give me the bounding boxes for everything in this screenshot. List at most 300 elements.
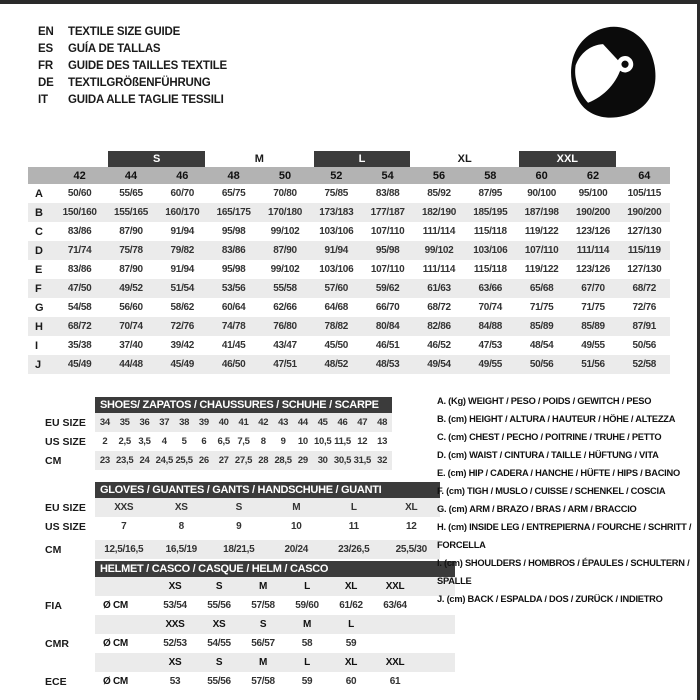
table-cell: 187/198 bbox=[524, 207, 559, 218]
row-label: G bbox=[35, 301, 44, 314]
table-cell: 12,5/16,5 bbox=[104, 544, 144, 555]
table-cell: 23 bbox=[99, 455, 110, 466]
row-values bbox=[95, 413, 392, 432]
table-cell: 55/65 bbox=[119, 188, 143, 199]
table-cell: 49/54 bbox=[427, 359, 451, 370]
table-cell: 50/60 bbox=[67, 188, 92, 199]
table-cell: 12 bbox=[357, 436, 368, 447]
table-cell: 78/82 bbox=[324, 321, 349, 332]
table-cell: 46/52 bbox=[427, 340, 451, 351]
table-cell: 7 bbox=[121, 521, 127, 532]
table-row bbox=[28, 451, 392, 470]
table-cell: 99/102 bbox=[424, 245, 454, 256]
table-cell: 99/102 bbox=[270, 264, 300, 275]
values-row bbox=[28, 672, 455, 691]
table-cell: 27 bbox=[218, 455, 229, 466]
table-cell: 76/80 bbox=[273, 321, 297, 332]
row-values bbox=[95, 672, 455, 691]
table-cell: 54/55 bbox=[207, 638, 231, 649]
size-group-s: S bbox=[108, 151, 205, 167]
table-cell: 80/84 bbox=[375, 321, 400, 332]
table-cell: 119/122 bbox=[524, 226, 559, 237]
column-header: 64 bbox=[638, 169, 651, 182]
column-header: 60 bbox=[535, 169, 548, 182]
sizes-row bbox=[28, 577, 455, 596]
table-cell: 25,5/30 bbox=[395, 544, 427, 555]
table-cell: 57/58 bbox=[251, 676, 275, 687]
row-label: US SIZE bbox=[45, 520, 86, 533]
table-cell: L bbox=[350, 502, 357, 513]
row-values bbox=[95, 634, 455, 653]
table-cell: 8 bbox=[260, 436, 266, 447]
table-cell: 50/56 bbox=[529, 359, 554, 370]
table-cell: 68/72 bbox=[67, 321, 92, 332]
row-values bbox=[95, 577, 455, 596]
table-cell: 82/86 bbox=[427, 321, 451, 332]
table-row bbox=[28, 317, 670, 336]
table-cell: 85/92 bbox=[427, 188, 451, 199]
values-row bbox=[28, 596, 455, 615]
size-group-m: M bbox=[254, 152, 264, 165]
table-cell: 11 bbox=[348, 521, 359, 532]
table-cell: 45/49 bbox=[170, 359, 195, 370]
column-header: 50 bbox=[278, 169, 292, 182]
table-cell: 75/85 bbox=[324, 188, 349, 199]
table-cell: 9 bbox=[280, 436, 286, 447]
row-label: J bbox=[35, 358, 42, 371]
table-cell: 70/74 bbox=[119, 321, 143, 332]
table-cell: 26 bbox=[198, 455, 209, 466]
size-label: XL bbox=[344, 581, 358, 592]
table-cell: 43 bbox=[278, 417, 289, 428]
table-cell: 190/200 bbox=[575, 207, 611, 218]
table-cell: 2,5 bbox=[118, 436, 131, 447]
table-cell: 31,5 bbox=[353, 455, 371, 466]
table-cell: 85/89 bbox=[581, 321, 605, 332]
table-cell: 32 bbox=[377, 455, 388, 466]
size-label: XS bbox=[168, 581, 182, 592]
row-label: CM bbox=[45, 454, 62, 467]
row-label: H bbox=[35, 320, 43, 333]
table-cell: 39/42 bbox=[170, 340, 195, 351]
table-cell: 111/114 bbox=[576, 245, 610, 256]
table-cell: 85/89 bbox=[529, 321, 554, 332]
table-cell: 23/26,5 bbox=[338, 544, 370, 555]
table-cell: 65/68 bbox=[529, 283, 554, 294]
table-cell: 23,5 bbox=[116, 455, 134, 466]
column-header: 44 bbox=[124, 169, 138, 182]
table-cell: 41 bbox=[238, 417, 249, 428]
helmet-table bbox=[28, 560, 455, 691]
table-cell: 71/75 bbox=[581, 302, 605, 313]
table-cell: 95/100 bbox=[578, 188, 608, 199]
table-cell: 42 bbox=[258, 417, 269, 428]
table-cell: 51/54 bbox=[170, 283, 195, 294]
table-cell: 46/50 bbox=[221, 359, 246, 370]
column-header: 56 bbox=[432, 169, 446, 182]
legend-item: E. (cm) HIP / CADERA / HANCHE / HÜFTE / HIPS / BACINO bbox=[437, 468, 680, 478]
table-cell: 18/21,5 bbox=[223, 544, 255, 555]
table-cell: 43/47 bbox=[273, 340, 297, 351]
table-cell: 48/53 bbox=[375, 359, 400, 370]
table-cell: 49/55 bbox=[581, 340, 605, 351]
language-title: GUÍA DE TALLAS bbox=[68, 43, 161, 55]
table-cell: 55/56 bbox=[207, 600, 231, 611]
header-row bbox=[28, 396, 392, 413]
table-cell: 60 bbox=[345, 676, 357, 687]
table-cell: 25,5 bbox=[175, 455, 193, 466]
table-row bbox=[28, 241, 670, 260]
unit-label: Ø CM bbox=[103, 676, 128, 687]
size-group-xxl: XXL bbox=[519, 151, 616, 167]
table-cell: 37/40 bbox=[119, 340, 143, 351]
size-label: M bbox=[302, 619, 312, 630]
table-cell: 28,5 bbox=[274, 455, 292, 466]
table-cell: 75/78 bbox=[119, 245, 143, 256]
table-cell: 56/57 bbox=[251, 638, 275, 649]
table-cell: 91/94 bbox=[170, 226, 195, 237]
shoes-table bbox=[28, 396, 392, 470]
table-cell: 8 bbox=[178, 521, 184, 532]
unit-label: Ø CM bbox=[103, 638, 128, 649]
table-cell: 55/58 bbox=[273, 283, 297, 294]
table-cell: 57/58 bbox=[251, 600, 275, 611]
table-cell: 9 bbox=[236, 521, 242, 532]
table-cell: M bbox=[292, 502, 301, 513]
size-label: M bbox=[258, 657, 268, 668]
language-row bbox=[38, 41, 227, 58]
table-cell: 59 bbox=[301, 676, 313, 687]
table-cell: 35 bbox=[119, 417, 130, 428]
table-cell: 87/90 bbox=[119, 226, 143, 237]
main-size-table bbox=[28, 150, 670, 374]
table-cell: 61/63 bbox=[427, 283, 451, 294]
row-label: CM bbox=[45, 543, 62, 556]
table-cell: 58 bbox=[301, 638, 313, 649]
table-cell: 48/52 bbox=[324, 359, 349, 370]
table-cell: 48 bbox=[377, 417, 388, 428]
table-cell: 91/94 bbox=[324, 245, 349, 256]
table-cell: 30 bbox=[317, 455, 328, 466]
size-label: L bbox=[348, 619, 354, 630]
size-label: XS bbox=[168, 657, 182, 668]
row-values bbox=[95, 540, 440, 559]
columns-header-row bbox=[28, 167, 670, 184]
table-cell: 107/110 bbox=[370, 226, 405, 237]
table-row bbox=[28, 260, 670, 279]
table-cell: 47/50 bbox=[67, 283, 92, 294]
table-cell: 83/86 bbox=[67, 226, 92, 237]
row-values bbox=[95, 653, 455, 672]
table-cell: XL bbox=[405, 502, 418, 513]
size-label: XS bbox=[212, 619, 226, 630]
language-row bbox=[38, 24, 227, 41]
table-cell: 72/76 bbox=[632, 302, 657, 313]
table-cell: 185/195 bbox=[473, 207, 508, 218]
table-cell: 30,5 bbox=[333, 455, 352, 466]
language-code: DE bbox=[38, 77, 54, 89]
size-group-l: L bbox=[314, 151, 411, 167]
language-row bbox=[38, 92, 227, 109]
table-cell: 44/48 bbox=[119, 359, 143, 370]
size-label: XXS bbox=[165, 619, 185, 630]
table-cell: 123/126 bbox=[575, 264, 611, 275]
table-cell: 27,5 bbox=[234, 455, 253, 466]
table-row bbox=[28, 298, 670, 317]
table-cell: 127/130 bbox=[627, 264, 662, 275]
table-cell: 72/76 bbox=[170, 321, 195, 332]
table-cell: 71/74 bbox=[67, 245, 92, 256]
table-cell: 60/70 bbox=[170, 188, 195, 199]
table-cell: 35/38 bbox=[67, 340, 92, 351]
table-row bbox=[28, 498, 440, 517]
table-cell: 99/102 bbox=[270, 226, 300, 237]
table-cell: 150/160 bbox=[62, 207, 97, 218]
size-label: L bbox=[304, 581, 310, 592]
table-cell: 64/68 bbox=[324, 302, 349, 313]
table-cell: 20/24 bbox=[284, 544, 309, 555]
table-cell: 107/110 bbox=[524, 245, 559, 256]
language-code: ES bbox=[38, 43, 53, 55]
table-cell: 47/53 bbox=[478, 340, 503, 351]
table-row bbox=[28, 184, 670, 203]
standard-label: ECE bbox=[45, 675, 67, 688]
table-cell: 67/70 bbox=[581, 283, 605, 294]
row-label: D bbox=[35, 244, 43, 257]
table-cell: 45/50 bbox=[324, 340, 349, 351]
row-label: EU SIZE bbox=[45, 501, 86, 514]
racing-helmet-icon bbox=[563, 20, 663, 124]
table-cell: XS bbox=[174, 502, 188, 513]
table-cell: 2 bbox=[102, 436, 108, 447]
table-cell: 103/106 bbox=[319, 264, 354, 275]
table-cell: 7,5 bbox=[237, 436, 250, 447]
table-cell: 46/51 bbox=[375, 340, 400, 351]
table-cell: 57/60 bbox=[324, 283, 349, 294]
size-group-xl: XL bbox=[457, 152, 472, 165]
row-values bbox=[95, 615, 455, 634]
table-cell: 6 bbox=[201, 436, 207, 447]
table-cell: 40 bbox=[218, 417, 229, 428]
header-row bbox=[28, 560, 455, 577]
table-cell: 46 bbox=[337, 417, 348, 428]
legend-item: C. (cm) CHEST / PECHO / POITRINE / TRUHE / PETTO bbox=[437, 432, 662, 442]
language-code: IT bbox=[38, 94, 48, 106]
table-cell: 53 bbox=[169, 676, 181, 687]
table-cell: 74/78 bbox=[221, 321, 246, 332]
size-label: XXL bbox=[385, 581, 405, 592]
gloves-table bbox=[28, 481, 440, 559]
section-title: GLOVES / GUANTES / GANTS / HANDSCHUHE / GUANTI bbox=[95, 482, 440, 498]
legend-item: H. (cm) INSIDE LEG / ENTREPIERNA / FOURCHE / SCHRITT / FORCELLA bbox=[437, 522, 692, 550]
language-title: TEXTILGRÖßENFÜHRUNG bbox=[68, 77, 211, 89]
table-cell: 170/180 bbox=[267, 207, 303, 218]
table-cell: 83/86 bbox=[221, 245, 246, 256]
table-row bbox=[28, 432, 392, 451]
language-code: FR bbox=[38, 60, 53, 72]
table-cell: 68/72 bbox=[427, 302, 451, 313]
size-label: L bbox=[304, 657, 310, 668]
table-cell: 61 bbox=[389, 676, 401, 687]
table-cell: 103/106 bbox=[473, 245, 508, 256]
language-list bbox=[38, 24, 227, 109]
table-cell: 68/72 bbox=[632, 283, 657, 294]
table-row bbox=[28, 413, 392, 432]
language-title: GUIDE DES TAILLES TEXTILE bbox=[68, 60, 227, 72]
row-label: F bbox=[35, 282, 42, 295]
legend-item: G. (cm) ARM / BRAZO / BRAS / ARM / BRACCIO bbox=[437, 504, 637, 514]
row-values bbox=[95, 432, 392, 451]
legend-item: I. (cm) SHOULDERS / HOMBROS / ÉPAULES / SCHULTERN / SPALLE bbox=[437, 558, 690, 586]
table-cell: 47 bbox=[357, 417, 368, 428]
table-cell: 95/98 bbox=[375, 245, 400, 256]
table-cell: 182/190 bbox=[421, 207, 457, 218]
table-cell: 24,5 bbox=[155, 455, 173, 466]
table-cell: 87/95 bbox=[478, 188, 503, 199]
table-cell: 10 bbox=[290, 521, 302, 532]
table-cell: 61/62 bbox=[339, 600, 363, 611]
table-cell: 12 bbox=[405, 521, 417, 532]
table-cell: 91/94 bbox=[170, 264, 195, 275]
size-label: M bbox=[258, 581, 268, 592]
row-values bbox=[95, 451, 392, 470]
table-cell: 70/80 bbox=[273, 188, 297, 199]
measurement-legend bbox=[437, 392, 695, 608]
legend-item: B. (cm) HEIGHT / ALTURA / HAUTEUR / HÖHE / ALTEZZA bbox=[437, 414, 676, 424]
legend-item: J. (cm) BACK / ESPALDA / DOS / ZURÜCK / INDIETRO bbox=[437, 594, 663, 604]
table-cell: 111/114 bbox=[422, 264, 456, 275]
table-cell: 45/49 bbox=[67, 359, 92, 370]
table-cell: 84/88 bbox=[478, 321, 503, 332]
column-header: 62 bbox=[586, 169, 600, 182]
table-cell: 115/119 bbox=[627, 245, 661, 256]
table-cell: 51/56 bbox=[581, 359, 605, 370]
table-cell: 83/86 bbox=[67, 264, 92, 275]
table-cell: 6,5 bbox=[217, 436, 230, 447]
table-cell: 34 bbox=[99, 417, 110, 428]
table-cell: 47/51 bbox=[273, 359, 297, 370]
table-cell: 155/165 bbox=[113, 207, 149, 218]
table-cell: 79/82 bbox=[170, 245, 195, 256]
table-cell: 52/53 bbox=[163, 638, 187, 649]
table-cell: 13 bbox=[377, 436, 388, 447]
table-cell: 53/54 bbox=[163, 600, 187, 611]
row-label: E bbox=[35, 263, 43, 276]
size-label: S bbox=[215, 657, 223, 668]
standard-label: CMR bbox=[45, 637, 69, 650]
section-title: SHOES/ ZAPATOS / CHAUSSURES / SCHUHE / SCARPE bbox=[95, 397, 392, 413]
row-label: EU SIZE bbox=[45, 416, 86, 429]
table-cell: 53/56 bbox=[221, 283, 246, 294]
table-cell: 37 bbox=[159, 417, 170, 428]
table-cell: 11,5 bbox=[334, 436, 351, 447]
table-cell: 41/45 bbox=[221, 340, 246, 351]
table-cell: 4 bbox=[161, 436, 167, 447]
row-label: A bbox=[35, 187, 43, 200]
table-cell: 177/187 bbox=[370, 207, 405, 218]
table-cell: 38 bbox=[179, 417, 190, 428]
table-cell: 49/52 bbox=[119, 283, 143, 294]
table-cell: 87/91 bbox=[632, 321, 657, 332]
row-values bbox=[95, 498, 440, 517]
legend-item: A. (Kg) WEIGHT / PESO / POIDS / GEWITCH / PESO bbox=[437, 396, 652, 406]
table-cell: 24 bbox=[139, 455, 150, 466]
table-cell: 173/183 bbox=[319, 207, 354, 218]
header-row bbox=[28, 481, 440, 498]
language-row bbox=[38, 75, 227, 92]
size-label: S bbox=[215, 581, 223, 592]
table-cell: 10 bbox=[297, 436, 308, 447]
table-cell: 62/66 bbox=[273, 302, 297, 313]
table-cell: 87/90 bbox=[273, 245, 297, 256]
table-cell: 90/100 bbox=[527, 188, 557, 199]
table-cell: 71/75 bbox=[529, 302, 554, 313]
language-row bbox=[38, 58, 227, 75]
table-cell: 59/60 bbox=[295, 600, 319, 611]
column-header: 46 bbox=[176, 169, 189, 182]
table-cell: XXS bbox=[114, 502, 134, 513]
table-row bbox=[28, 222, 670, 241]
column-header: 48 bbox=[227, 169, 240, 182]
table-cell: 119/122 bbox=[524, 264, 559, 275]
table-cell: 127/130 bbox=[627, 226, 662, 237]
table-cell: 49/55 bbox=[478, 359, 503, 370]
table-cell: 29 bbox=[297, 455, 308, 466]
table-cell: 111/114 bbox=[422, 226, 456, 237]
row-label: US SIZE bbox=[45, 435, 86, 448]
legend-item: D. (cm) WAIST / CINTURA / TAILLE / HÜFTUNG / VITA bbox=[437, 450, 659, 460]
table-cell: 52/58 bbox=[632, 359, 657, 370]
table-cell: 50/56 bbox=[632, 340, 657, 351]
table-cell: 59 bbox=[345, 638, 357, 649]
table-row bbox=[28, 203, 670, 222]
size-label: S bbox=[259, 619, 267, 630]
table-cell: 39 bbox=[198, 417, 209, 428]
row-values bbox=[95, 517, 440, 536]
table-cell: 44 bbox=[297, 417, 308, 428]
column-header: 42 bbox=[73, 169, 86, 182]
table-cell: 65/75 bbox=[221, 188, 246, 199]
table-cell: 56/60 bbox=[119, 302, 143, 313]
table-cell: 95/98 bbox=[221, 264, 246, 275]
language-title: TEXTILE SIZE GUIDE bbox=[68, 26, 181, 38]
column-header: 54 bbox=[381, 169, 394, 182]
unit-label: Ø CM bbox=[103, 600, 128, 611]
legend-item: F. (cm) TIGH / MUSLO / CUISSE / SCHENKEL / COSCIA bbox=[437, 486, 666, 496]
table-cell: 87/90 bbox=[119, 264, 143, 275]
size-group-row bbox=[28, 150, 670, 167]
row-label: B bbox=[35, 206, 43, 219]
size-label: XXL bbox=[385, 657, 405, 668]
column-header: 52 bbox=[330, 169, 343, 182]
table-cell: 36 bbox=[139, 417, 150, 428]
table-cell: 45 bbox=[317, 417, 328, 428]
table-cell: 54/58 bbox=[67, 302, 92, 313]
table-cell: 59/62 bbox=[375, 283, 400, 294]
table-cell: 58/62 bbox=[170, 302, 195, 313]
column-header: 58 bbox=[484, 169, 497, 182]
table-cell: 95/98 bbox=[221, 226, 246, 237]
table-cell: 83/88 bbox=[375, 188, 400, 199]
row-label: C bbox=[35, 225, 43, 238]
table-cell: 60/64 bbox=[221, 302, 246, 313]
language-title: GUIDA ALLE TAGLIE TESSILI bbox=[68, 94, 224, 106]
table-cell: 63/66 bbox=[478, 283, 503, 294]
sizes-row bbox=[28, 653, 455, 672]
table-cell: 5 bbox=[181, 436, 187, 447]
table-cell: 107/110 bbox=[370, 264, 405, 275]
table-cell: 105/115 bbox=[627, 188, 662, 199]
